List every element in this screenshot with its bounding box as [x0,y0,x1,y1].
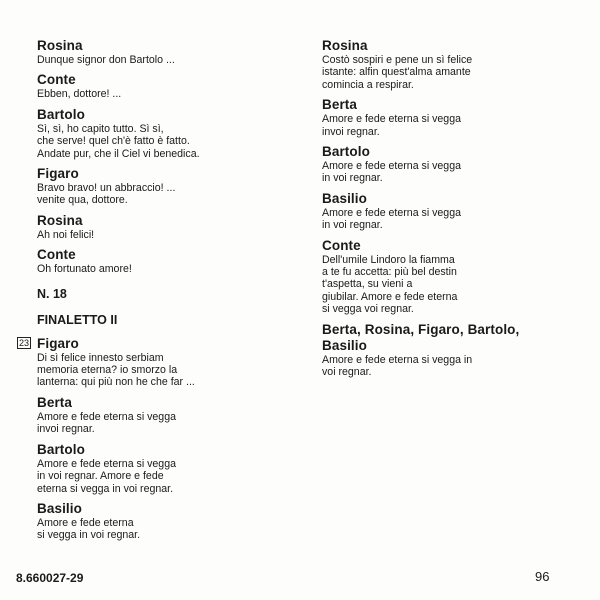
lyric-line: Dunque signor don Bartolo ... [37,54,175,66]
lyric-line: in voi regnar. [322,219,383,232]
right-dialogue-group [322,38,552,379]
lyric-line: Amore e fede eterna si vegga [37,410,176,423]
speaker-name: Conte [37,72,76,88]
dialogue-block [322,238,552,316]
left-dialogue-group-b [19,335,267,542]
left-dialogue-group-a [37,38,267,276]
lyric-line: a te fu accetta: più bel destin [322,266,457,279]
lyric-line: che serve! quel ch'è fatto è fatto. [37,135,190,148]
dialogue-block [37,501,267,542]
dialogue-block [322,97,552,138]
speaker-name: Conte [37,247,76,263]
dialogue-block [37,395,267,436]
lyric-line: t'aspetta, su vieni a [322,278,413,291]
dialogue-block [37,336,267,389]
lyric-line: eterna si vegga in voi regnar. [37,482,174,495]
lyric-line: memoria eterna? io smorzo la [37,364,178,377]
lyric-line: si vegga voi regnar. [322,303,414,316]
lyric-line: Ah noi felici! [37,228,95,241]
lyric-line: giubilar. Amore e fede eterna [322,290,458,303]
speaker-name: Conte [322,237,361,253]
lyric-line: Amore e fede eterna si vegga [322,160,461,173]
lyric-line: lanterna: qui più non he che far ... [37,376,195,389]
dialogue-block [37,107,267,160]
speaker-name: Figaro [37,166,79,182]
speaker-name: Berta [322,97,358,113]
lyric-line: in voi regnar. Amore e fede [37,470,164,483]
lyric-line: Andate pur, che il Ciel vi benedica. [37,147,200,160]
dialogue-block [322,38,552,91]
dialogue-block [37,166,267,207]
lyric-line: si vegga in voi regnar. [37,529,141,542]
speaker-name: Berta [37,394,73,410]
speaker-name: Rosina [37,38,83,53]
dialogue-block [37,442,267,495]
lyric-line: venite qua, dottore. [37,194,128,207]
track-marker: 23 [19,337,30,348]
speaker-name: Figaro [37,335,79,351]
speaker-name: Bartolo [37,441,85,457]
dialogue-block [37,38,267,66]
lyric-line: Di sì felice innesto serbiam [37,351,164,364]
lyric-line: Amore e fede eterna si vegga [322,113,461,126]
lyric-line: istante: alfin quest'alma amante [322,66,471,79]
speaker-name: Rosina [322,38,368,53]
lyric-line: Costò sospiri e pene un sì felice [322,54,473,66]
lyric-line: comincia a respirar. [322,78,414,91]
speaker-name: Bartolo [37,106,85,122]
speaker-name: Rosina [37,212,83,228]
lyric-line: voi regnar. [322,366,372,379]
lyric-line: in voi regnar. [322,172,383,185]
lyric-line: invoi regnar. [37,423,95,436]
lyric-line: Oh fortunato amore! [37,263,132,276]
lyric-line: Amore e fede eterna si vegga [322,206,461,219]
section-heading: FINALETTO II [37,312,118,327]
lyric-line: Ebben, dottore! ... [37,88,122,101]
dialogue-block [322,191,552,232]
right-column [322,38,552,385]
lyric-line: invoi regnar. [322,125,380,138]
lyric-line: Amore e fede eterna [37,516,134,529]
speaker-name: Basilio [37,500,82,516]
lyric-line: Sì, sì, ho capito tutto. Sì sì, [37,122,164,135]
dialogue-block [322,322,552,379]
lyric-line: Amore e fede eterna si vegga in [322,353,473,366]
speaker-name: Basilio [322,190,367,206]
speaker-name: Berta, Rosina, Figaro, Bartolo, Basilio [322,321,520,353]
dialogue-block [37,72,267,100]
lyric-line: Bravo bravo! un abbraccio! ... [37,182,176,195]
dialogue-block [37,247,267,275]
left-column [19,38,267,548]
lyric-line: Dell'umile Lindoro la fiamma [322,253,455,266]
page-number: 96 [535,569,550,584]
dialogue-block [322,144,552,185]
number-heading: N. 18 [37,286,67,301]
dialogue-block [37,213,267,241]
catalog-number: 8.660027-29 [16,571,84,585]
speaker-name: Bartolo [322,144,370,160]
lyric-line: Amore e fede eterna si vegga [37,457,176,470]
